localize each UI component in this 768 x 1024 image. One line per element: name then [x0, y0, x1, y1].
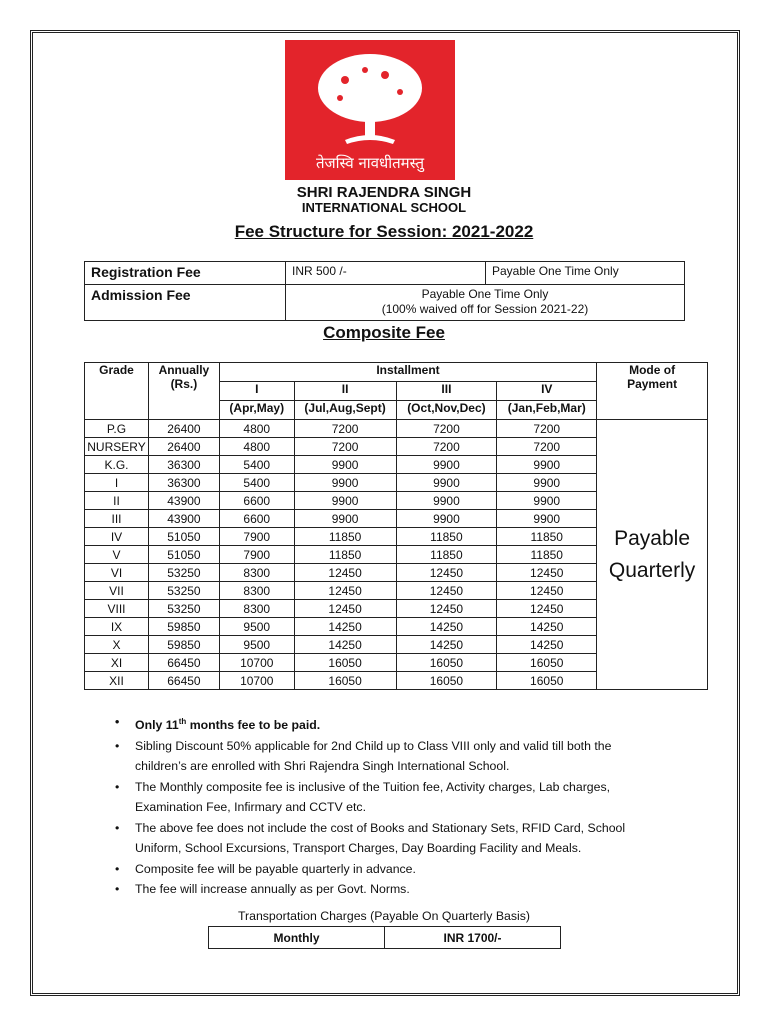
grade-cell: NURSERY [85, 438, 149, 456]
inst-4-cell: 11850 [497, 528, 597, 546]
annual-cell: 36300 [148, 474, 219, 492]
inst-1-cell: 7900 [219, 528, 294, 546]
inst-3-cell: 14250 [396, 636, 497, 654]
inst-1-cell: 7900 [219, 546, 294, 564]
motto: तेजस्वि नावधीतमस्तु [315, 154, 425, 172]
inst-2-cell: 12450 [294, 600, 396, 618]
annual-cell: 53250 [148, 582, 219, 600]
note-item: • Composite fee will be payable quarterly in advance. [115, 859, 655, 880]
inst-3-cell: 7200 [396, 438, 497, 456]
grade-cell: V [85, 546, 149, 564]
inst-2-cell: 14250 [294, 636, 396, 654]
header-inst-2: II [294, 382, 396, 401]
composite-fee-table [84, 362, 708, 690]
header-inst-3-months: (Oct,Nov,Dec) [396, 401, 497, 420]
inst-4-cell: 9900 [497, 492, 597, 510]
school-name-line1: SHRI RAJENDRA SINGH [296, 184, 472, 201]
inst-2-cell: 9900 [294, 492, 396, 510]
inst-1-cell: 6600 [219, 492, 294, 510]
inst-1-cell: 8300 [219, 600, 294, 618]
inst-1-cell: 10700 [219, 672, 294, 690]
inst-4-cell: 14250 [497, 636, 597, 654]
inst-1-cell: 6600 [219, 510, 294, 528]
inst-2-cell: 11850 [294, 546, 396, 564]
inst-3-cell: 11850 [396, 528, 497, 546]
inst-3-cell: 9900 [396, 474, 497, 492]
registration-label: Registration Fee [85, 262, 286, 285]
annual-cell: 66450 [148, 672, 219, 690]
transport-label: Monthly [209, 927, 385, 949]
transport-caption: Transportation Charges (Payable On Quarterly Basis) [237, 909, 531, 923]
header-inst-3: III [396, 382, 497, 401]
grade-cell: XII [85, 672, 149, 690]
header-annually: Annually (Rs.) [148, 363, 219, 420]
inst-4-cell: 12450 [497, 582, 597, 600]
annual-cell: 36300 [148, 456, 219, 474]
table-row [85, 420, 708, 438]
inst-2-cell: 16050 [294, 654, 396, 672]
note-item: • The Monthly composite fee is inclusive of the Tuition fee, Activity charges, Lab charges, Examination Fee, Infirmary and CCTV etc. [115, 777, 655, 818]
inst-2-cell: 9900 [294, 474, 396, 492]
note-item: • Only 11th months fee to be paid. [115, 712, 655, 736]
annual-cell: 59850 [148, 636, 219, 654]
grade-cell: VIII [85, 600, 149, 618]
school-name-line2: INTERNATIONAL SCHOOL [301, 200, 467, 215]
header-mode: Mode of Payment [597, 363, 708, 420]
transport-table [208, 926, 561, 949]
inst-2-cell: 12450 [294, 582, 396, 600]
header-inst-1: I [219, 382, 294, 401]
inst-2-cell: 7200 [294, 438, 396, 456]
inst-4-cell: 14250 [497, 618, 597, 636]
grade-cell: I [85, 474, 149, 492]
inst-1-cell: 8300 [219, 582, 294, 600]
inst-2-cell: 16050 [294, 672, 396, 690]
inst-3-cell: 7200 [396, 420, 497, 438]
inst-3-cell: 11850 [396, 546, 497, 564]
grade-cell: XI [85, 654, 149, 672]
inst-2-cell: 7200 [294, 420, 396, 438]
annual-cell: 66450 [148, 654, 219, 672]
inst-3-cell: 9900 [396, 456, 497, 474]
inst-3-cell: 14250 [396, 618, 497, 636]
grade-cell: X [85, 636, 149, 654]
inst-1-cell: 4800 [219, 420, 294, 438]
grade-cell: IX [85, 618, 149, 636]
inst-4-cell: 9900 [497, 510, 597, 528]
inst-1-cell: 4800 [219, 438, 294, 456]
inst-3-cell: 9900 [396, 510, 497, 528]
annual-cell: 26400 [148, 420, 219, 438]
inst-2-cell: 9900 [294, 510, 396, 528]
grade-cell: II [85, 492, 149, 510]
inst-4-cell: 7200 [497, 438, 597, 456]
inst-3-cell: 12450 [396, 582, 497, 600]
inst-4-cell: 9900 [497, 474, 597, 492]
annual-cell: 43900 [148, 510, 219, 528]
inst-2-cell: 12450 [294, 564, 396, 582]
inst-4-cell: 12450 [497, 564, 597, 582]
grade-cell: K.G. [85, 456, 149, 474]
grade-cell: IV [85, 528, 149, 546]
note-item: • Sibling Discount 50% applicable for 2nd Child up to Class VIII only and valid till both the children’s are enrolled with Shri Rajendra Singh International School. [115, 736, 655, 777]
annual-cell: 53250 [148, 564, 219, 582]
inst-1-cell: 8300 [219, 564, 294, 582]
grade-cell: VI [85, 564, 149, 582]
annual-cell: 59850 [148, 618, 219, 636]
grade-cell: P.G [85, 420, 149, 438]
inst-4-cell: 9900 [497, 456, 597, 474]
inst-3-cell: 12450 [396, 600, 497, 618]
registration-amount: INR 500 /- [286, 262, 486, 285]
school-logo [285, 40, 455, 180]
annual-cell: 26400 [148, 438, 219, 456]
transport-amount: INR 1700/- [385, 927, 561, 949]
inst-4-cell: 12450 [497, 600, 597, 618]
note-item: • The above fee does not include the cost of Books and Stationary Sets, RFID Card, School Uniform, School Excursions, Transport Charges, Day Boarding Facility and Meals. [115, 818, 655, 859]
header-inst-2-months: (Jul,Aug,Sept) [294, 401, 396, 420]
tree-logo-icon [285, 40, 455, 180]
inst-2-cell: 9900 [294, 456, 396, 474]
grade-cell: III [85, 510, 149, 528]
inst-2-cell: 11850 [294, 528, 396, 546]
annual-cell: 43900 [148, 492, 219, 510]
admission-waiver: (100% waived off for Session 2021-22) [381, 302, 589, 316]
inst-3-cell: 12450 [396, 564, 497, 582]
mode-of-payment-cell: Payable Quarterly [597, 420, 708, 690]
composite-fee-title: Composite Fee [323, 323, 445, 342]
annual-cell: 51050 [148, 528, 219, 546]
annual-cell: 51050 [148, 546, 219, 564]
page-title: Fee Structure for Session: 2021-2022 [234, 222, 534, 241]
notes-list [115, 712, 655, 900]
one-time-fee-table [84, 261, 685, 321]
header-installment: Installment [219, 363, 596, 382]
inst-2-cell: 14250 [294, 618, 396, 636]
inst-3-cell: 16050 [396, 654, 497, 672]
header-inst-4: IV [497, 382, 597, 401]
inst-4-cell: 16050 [497, 672, 597, 690]
inst-3-cell: 9900 [396, 492, 497, 510]
header-inst-1-months: (Apr,May) [219, 401, 294, 420]
note-item: • The fee will increase annually as per Govt. Norms. [115, 879, 655, 900]
inst-3-cell: 16050 [396, 672, 497, 690]
header-inst-4-months: (Jan,Feb,Mar) [497, 401, 597, 420]
grade-cell: VII [85, 582, 149, 600]
inst-1-cell: 5400 [219, 456, 294, 474]
registration-note: Payable One Time Only [486, 262, 685, 285]
admission-note: Payable One Time Only [421, 287, 549, 301]
admission-label: Admission Fee [85, 285, 286, 321]
inst-1-cell: 9500 [219, 636, 294, 654]
annual-cell: 53250 [148, 600, 219, 618]
inst-4-cell: 7200 [497, 420, 597, 438]
inst-4-cell: 11850 [497, 546, 597, 564]
inst-1-cell: 10700 [219, 654, 294, 672]
inst-4-cell: 16050 [497, 654, 597, 672]
inst-1-cell: 5400 [219, 474, 294, 492]
inst-1-cell: 9500 [219, 618, 294, 636]
header-grade: Grade [85, 363, 149, 420]
